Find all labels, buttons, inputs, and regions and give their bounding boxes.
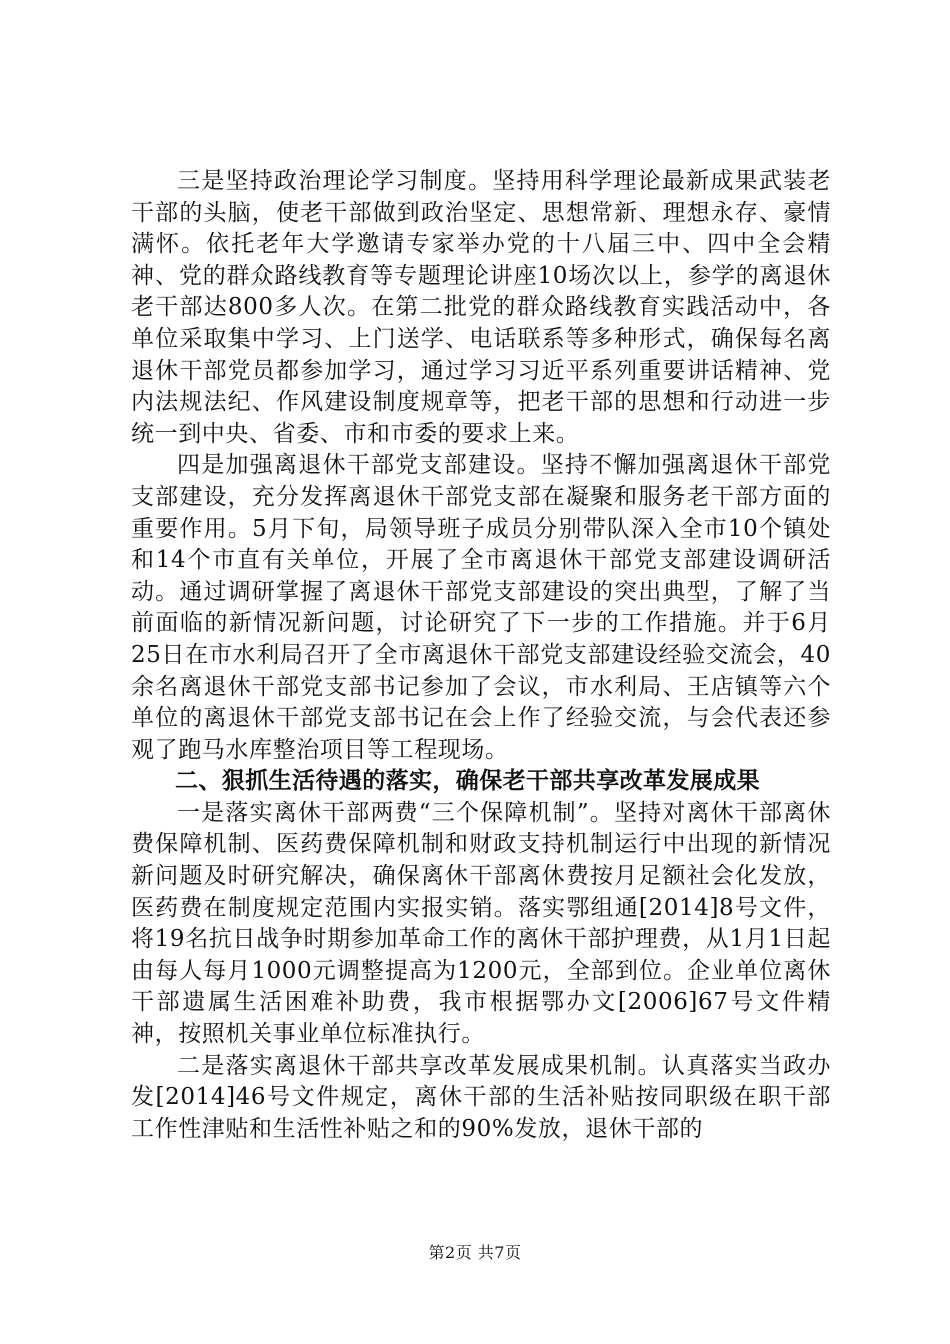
paragraph-two-fees: 一是落实离休干部两费“三个保障机制”。坚持对离休干部离休费保障机制、医药费保障机制和财政支持机制运行中出现的新情况新问题及时研究解决，确保离休干部离休费按月足额社会化发放，医药费在制度规定范围内实报实销。落实鄂组通[2014]8号文件，将19名抗日战争时期参加革命工作的离休干部护理费，从1月1日起由每人每月1000元调整提高为1200元，全部到位。企业单位离休干部遗属生活困难补助费，我市根据鄂办文[2006]67号文件精神，按照机关事业单位标准执行。 [131,799,831,1048]
paragraph-reform-sharing: 二是落实离退休干部共享改革发展成果机制。认真落实当政办发[2014]46号文件规定，离休干部的生活补贴按同职级在职干部工作性津贴和生活性补贴之和的90%发放，退休干部的 [131,1052,831,1142]
paragraph-party-branch: 四是加强离退休干部党支部建设。坚持不懈加强离退休干部党支部建设，充分发挥离退休干部党支部在凝聚和服务老干部方面的重要作用。5月下旬，局领导班子成员分别带队深入全市10个镇处和14个市直有关单位，开展了全市离退休干部党支部建设调研活动。通过调研掌握了离退休干部党支部建设的突出典型，了解了当前面临的新情况新问题，讨论研究了下一步的工作措施。并于6月25日在市水利局召开了全市离退休干部党支部建设经验交流会，40余名离退休干部党支部书记参加了会议，市水利局、王店镇等六个单位的离退休干部党支部书记在会上作了经验交流，与会代表还参观了跑马水库整治项目等工程现场。 [131,452,831,763]
paragraph-political-study: 三是坚持政治理论学习制度。坚持用科学理论最新成果武装老干部的头脑，使老干部做到政治坚定、思想常新、理想永存、豪情满怀。依托老年大学邀请专家举办党的十八届三中、四中全会精神、党的群众路线教育等专题理论讲座10场次以上，参学的离退休老干部达800多人次。在第二批党的群众路线教育实践活动中，各单位采取集中学习、上门送学、电话联系等多种形式，确保每名离退休干部党员都参加学习，通过学习习近平系列重要讲话精神、党内法规法纪、作风建设制度规章等，把老干部的思想和行动进一步统一到中央、省委、市和市委的要求上来。 [131,168,831,447]
page-footer: 第2页 共7页 [428,1243,522,1262]
document-body [131,166,831,1145]
section-heading: 二、狠抓生活待遇的落实，确保老干部共享改革发展成果 [175,768,760,795]
